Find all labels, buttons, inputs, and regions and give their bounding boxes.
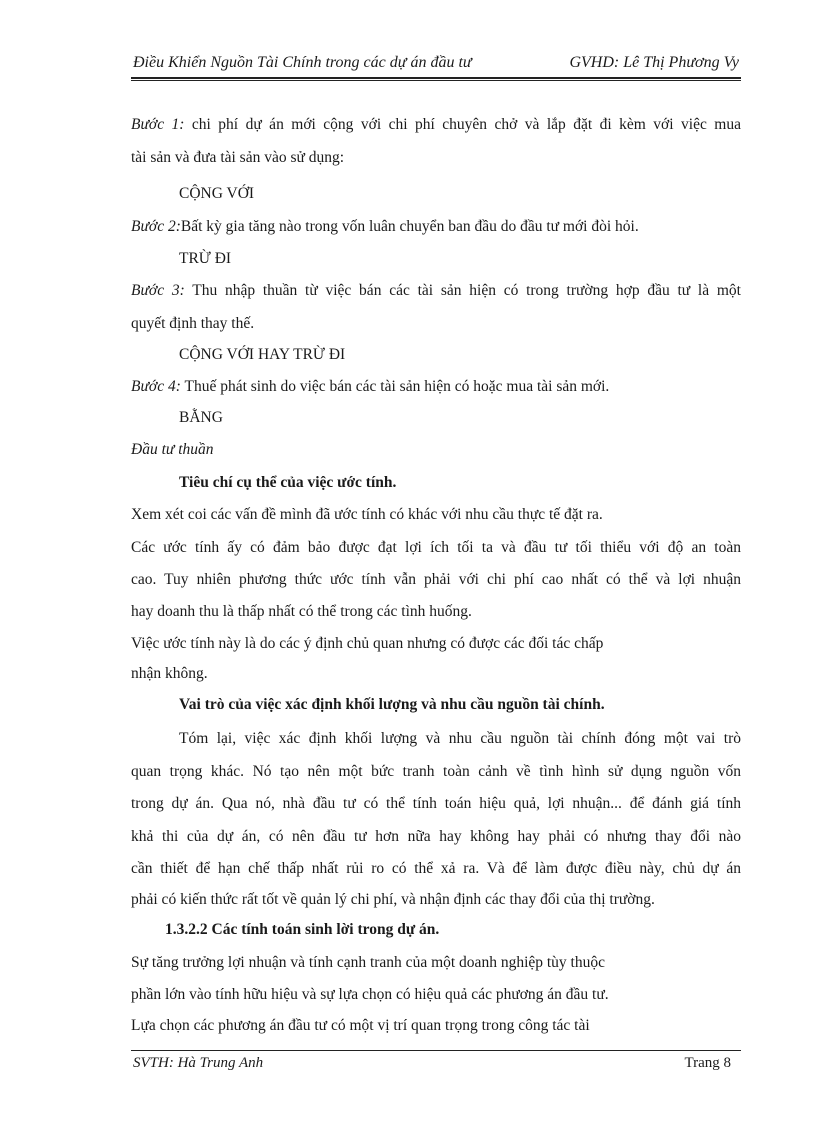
role-line-1: Tóm lại, việc xác định khối lượng và nhu cầu nguồn tài chính đóng một vai trò [179,730,741,747]
step-1-line-2: tài sản và đưa tài sản vào sử dụng: [131,149,345,166]
section-line-3: Lựa chọn các phương án đầu tư có một vị trí quan trọng trong công tác tài [131,1017,590,1034]
role-line-6: phải có kiến thức rất tốt về quản lý chi phí, và nhận định các thay đổi của thị trường. [131,891,655,908]
header-rule-thin [131,80,741,81]
section-heading: 1.3.2.2 Các tính toán sinh lời trong dự án. [165,921,440,938]
step-2-label: Bước 2: [131,218,181,235]
plus-label: CỘNG VỚI [179,185,255,202]
step-4-label: Bước 4: [131,378,181,395]
header-advisor: GVHD: Lê Thị Phương Vy [569,54,739,71]
plus-minus-label: CỘNG VỚI HAY TRỪ ĐI [179,346,346,363]
role-heading: Vai trò của việc xác định khối lượng và nhu cầu nguồn tài chính. [179,696,605,713]
step-3-label: Bước 3: [131,282,185,299]
role-line-3: trong dự án. Qua nó, nhà đầu tư có thể tính toán hiệu quả, lợi nhuận... để đánh giá tính [131,795,741,812]
header-rule [131,77,741,79]
step-3-line-1: Bước 3: Thu nhập thuần từ việc bán các tài sản hiện có trong trường hợp đầu tư là một [131,282,741,299]
footer-rule [131,1050,741,1051]
equals-label: BẰNG [179,409,223,426]
criteria-p2-line-3: hay doanh thu là thấp nhất có thể trong các tình huống. [131,603,472,620]
criteria-p2-line-2: cao. Tuy nhiên phương thức ước tính vẫn phải với chi phí cao nhất có thể và lợi nhuận [131,571,741,588]
step-1-line-1: Bước 1: chi phí dự án mới cộng với chi phí chuyên chở và lắp đặt đi kèm với việc mua [131,116,741,133]
step-4: Bước 4: Thuế phát sinh do việc bán các tài sản hiện có hoặc mua tài sản mới. [131,378,610,395]
criteria-p3-line-2: nhận không. [131,665,208,682]
criteria-p3-line-1: Việc ước tính này là do các ý định chủ quan nhưng có được các đối tác chấp [131,635,604,652]
criteria-p1: Xem xét coi các vấn đề mình đã ước tính có khác với nhu cầu thực tế đặt ra. [131,506,603,523]
role-line-5: cần thiết để hạn chế thấp nhất rủi ro có thể xả ra. Và để làm được điều này, chủ dự án [131,860,741,877]
role-line-4: khả thi của dự án, có nên đầu tư hơn nữa hay không hay phải có nhưng thay đổi nào [131,828,741,845]
role-line-2: quan trọng khác. Nó tạo nên một bức tranh toàn cảnh về tình hình sử dụng nguồn vốn [131,763,741,780]
step-2: Bước 2:Bất kỳ gia tăng nào trong vốn luân chuyển ban đầu do đầu tư mới đòi hỏi. [131,218,639,235]
net-investment: Đầu tư thuần [131,441,214,458]
page-number: Trang 8 [684,1055,731,1071]
step-1-label: Bước 1: [131,116,185,133]
criteria-p2-line-1: Các ước tính ấy có đảm bảo được đạt lợi ích tối ta và đầu tư tối thiểu với độ an toàn [131,539,741,556]
step-3-line-2: quyết định thay thế. [131,315,255,332]
section-line-1: Sự tăng trưởng lợi nhuận và tính cạnh tranh của một doanh nghiệp tùy thuộc [131,954,605,971]
section-line-2: phần lớn vào tính hữu hiệu và sự lựa chọn có hiệu quả các phương án đầu tư. [131,986,609,1003]
header-title: Điều Khiển Nguồn Tài Chính trong các dự án đầu tư [133,54,472,71]
criteria-heading: Tiêu chí cụ thể của việc ước tính. [179,474,397,491]
page-header [131,50,741,78]
footer-author: SVTH: Hà Trung Anh [133,1055,264,1071]
minus-label: TRỪ ĐI [179,250,232,267]
